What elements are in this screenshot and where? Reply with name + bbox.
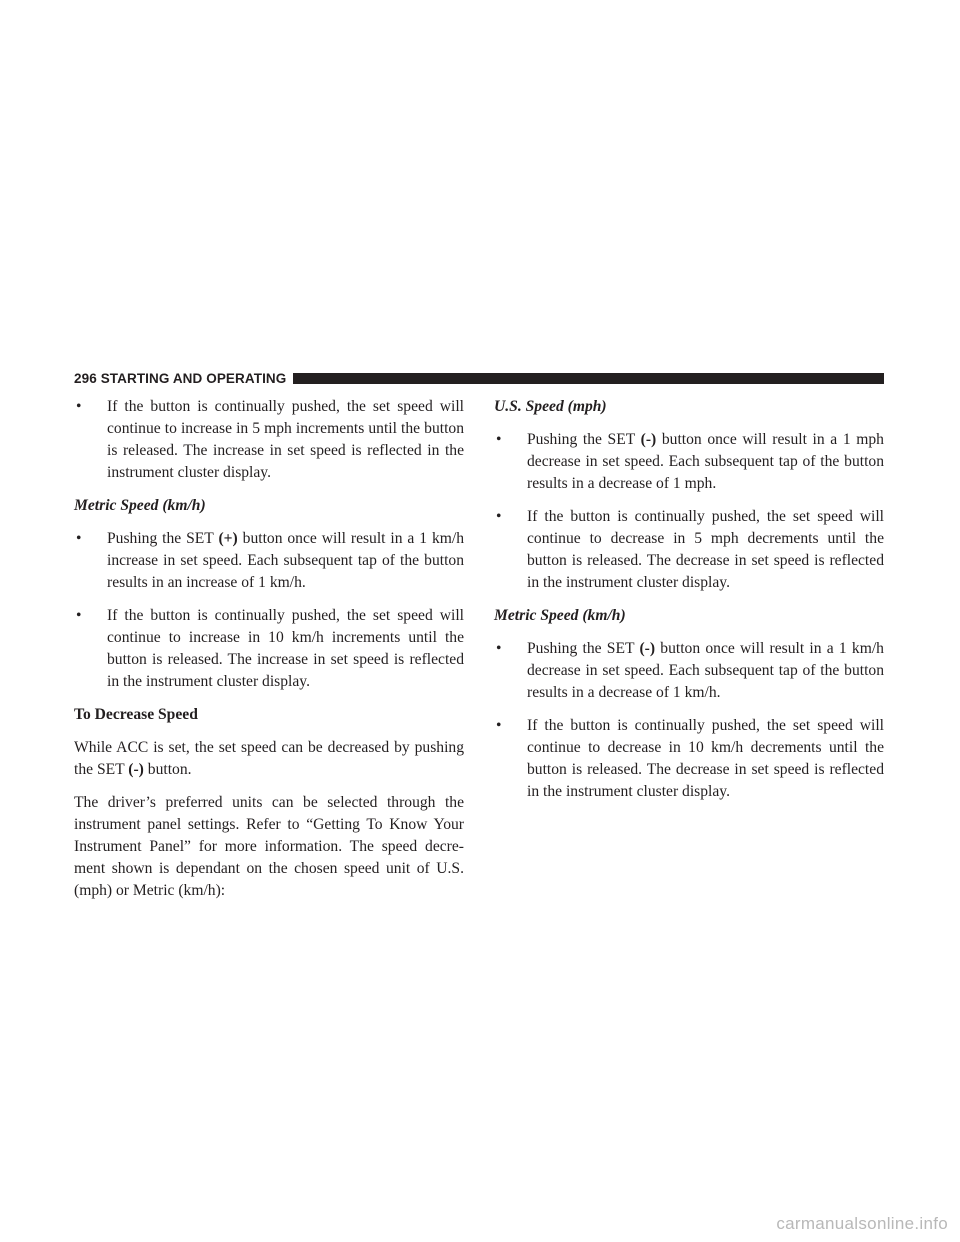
bullet-dot: • [496,508,502,525]
paragraph-text-after: button. [147,761,192,778]
page-header-text [74,371,286,386]
bullet-text-after: button once will result in a 1 mph decrease in set speed. Each subsequent tap of the button results in a decrease of 1 mph. [527,431,884,492]
bullet-dot: • [76,398,82,415]
bullet-text-after: button once will result in a 1 km/h increase in set speed. Each subsequent tap of the button results in an increase of 1 km/h. [107,530,464,591]
paragraph-text-before: While ACC is set, the set speed can be decreased by pushing the SET [74,739,464,778]
bullet-text: If the button is continually pushed, the set speed will continue to decrease in 5 mph decrements until the button is released. The decrease in set speed is reflected in the instrument cluster display. [527,508,884,591]
page-header [74,369,884,387]
header-rule [293,373,884,384]
bullet-dot: • [496,640,502,657]
section-title: STARTING AND OPERATING [100,370,287,386]
page-number: 296 [74,370,97,386]
set-plus-button-label: (+) [218,530,238,547]
metric-speed-heading: Metric Speed (km/h) [494,607,626,624]
bullet-item [74,396,464,484]
bullet-dot: • [496,431,502,448]
bullet-text-before: Pushing the SET [107,530,214,547]
bullet-item [74,605,464,693]
bullet-item [494,506,884,594]
left-column [74,396,464,913]
paragraph: The driver’s preferred units can be selected through the instrument panel settings. Refer to “Getting To Know Your Instrument Panel” for more information. The speed decre-ment shown is dependant on the chosen speed unit of U.S. (mph) or Metric (km/h): [74,794,464,899]
bullet-dot: • [496,717,502,734]
paragraph [74,737,464,781]
to-decrease-speed-heading: To Decrease Speed [74,706,198,723]
set-minus-button-label: (-) [639,640,656,657]
bullet-item [494,715,884,803]
bullet-text-before: Pushing the SET [527,431,635,448]
bullet-dot: • [76,530,82,547]
bullet-text-after: button once will result in a 1 km/h decrease in set speed. Each subsequent tap of the button results in a decrease of 1 km/h. [527,640,884,701]
bullet-text: If the button is continually pushed, the set speed will continue to increase in 10 km/h increments until the button is released. The increase in set speed is reflected in the instrument cluster display. [107,607,464,690]
us-speed-heading: U.S. Speed (mph) [494,398,607,415]
bullet-text: If the button is continually pushed, the set speed will continue to decrease in 10 km/h decrements until the button is released. The decrease in set speed is reflected in the instrument cluster display. [527,717,884,800]
right-column [494,396,884,814]
set-minus-button-label: (-) [640,431,657,448]
bullet-item [494,638,884,704]
watermark-link[interactable]: carmanualsonline.info [776,1214,948,1233]
bullet-item [74,528,464,594]
bullet-item [494,429,884,495]
bullet-text: If the button is continually pushed, the set speed will continue to increase in 5 mph increments until the button is released. The increase in set speed is reflected in the instrument cluster display. [107,398,464,481]
bullet-dot: • [76,607,82,624]
set-minus-button-label: (-) [128,761,144,778]
metric-speed-heading: Metric Speed (km/h) [74,497,206,514]
bullet-text-before: Pushing the SET [527,640,635,657]
